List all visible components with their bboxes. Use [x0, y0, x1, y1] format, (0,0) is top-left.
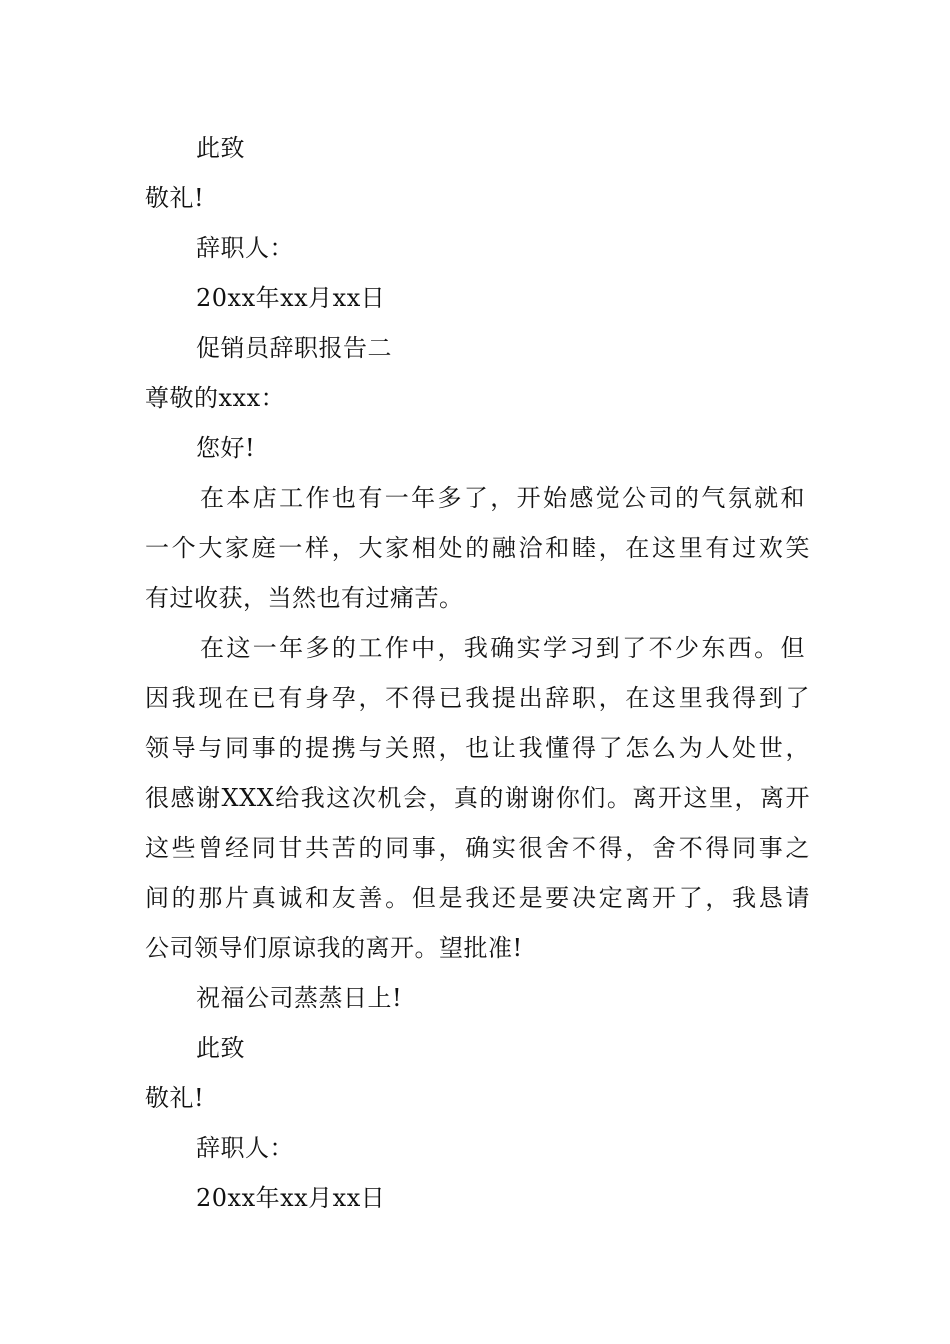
- paragraph-line: 领导与同事的提携与关照，也让我懂得了怎么为人处世，: [145, 734, 810, 762]
- paragraph-line: 在这一年多的工作中，我确实学习到了不少东西。但: [200, 634, 805, 662]
- signer-label: 辞职人：: [196, 1134, 294, 1162]
- closing-jing-li: 敬礼!: [145, 1084, 205, 1112]
- greeting: 您好!: [196, 434, 256, 462]
- signer-label: 辞职人：: [196, 234, 294, 262]
- signature-date: 20xx年xx月xx日: [196, 284, 386, 312]
- paragraph-line: 有过收获，当然也有过痛苦。: [145, 584, 464, 612]
- closing-ci-zhi: 此致: [196, 134, 245, 162]
- paragraph-line: 很感谢XXX给我这次机会，真的谢谢你们。离开这里，离开: [145, 784, 810, 812]
- closing-jing-li: 敬礼!: [145, 184, 205, 212]
- paragraph-line: 间的那片真诚和友善。但是我还是要决定离开了，我恳请: [145, 884, 810, 912]
- paragraph-line: 因我现在已有身孕，不得已我提出辞职，在这里我得到了: [145, 684, 810, 712]
- paragraph-line: 在本店工作也有一年多了，开始感觉公司的气氛就和: [200, 484, 805, 512]
- paragraph-line: 公司领导们原谅我的离开。望批准!: [145, 934, 523, 962]
- wish-line: 祝福公司蒸蒸日上!: [196, 984, 403, 1012]
- closing-ci-zhi: 此致: [196, 1034, 245, 1062]
- letter-title: 促销员辞职报告二: [196, 334, 392, 362]
- paragraph-line: 一个大家庭一样，大家相处的融洽和睦，在这里有过欢笑: [145, 534, 810, 562]
- signature-date: 20xx年xx月xx日: [196, 1184, 386, 1212]
- paragraph-line: 这些曾经同甘共苦的同事，确实很舍不得，舍不得同事之: [145, 834, 810, 862]
- salutation: 尊敬的xxx：: [145, 384, 286, 412]
